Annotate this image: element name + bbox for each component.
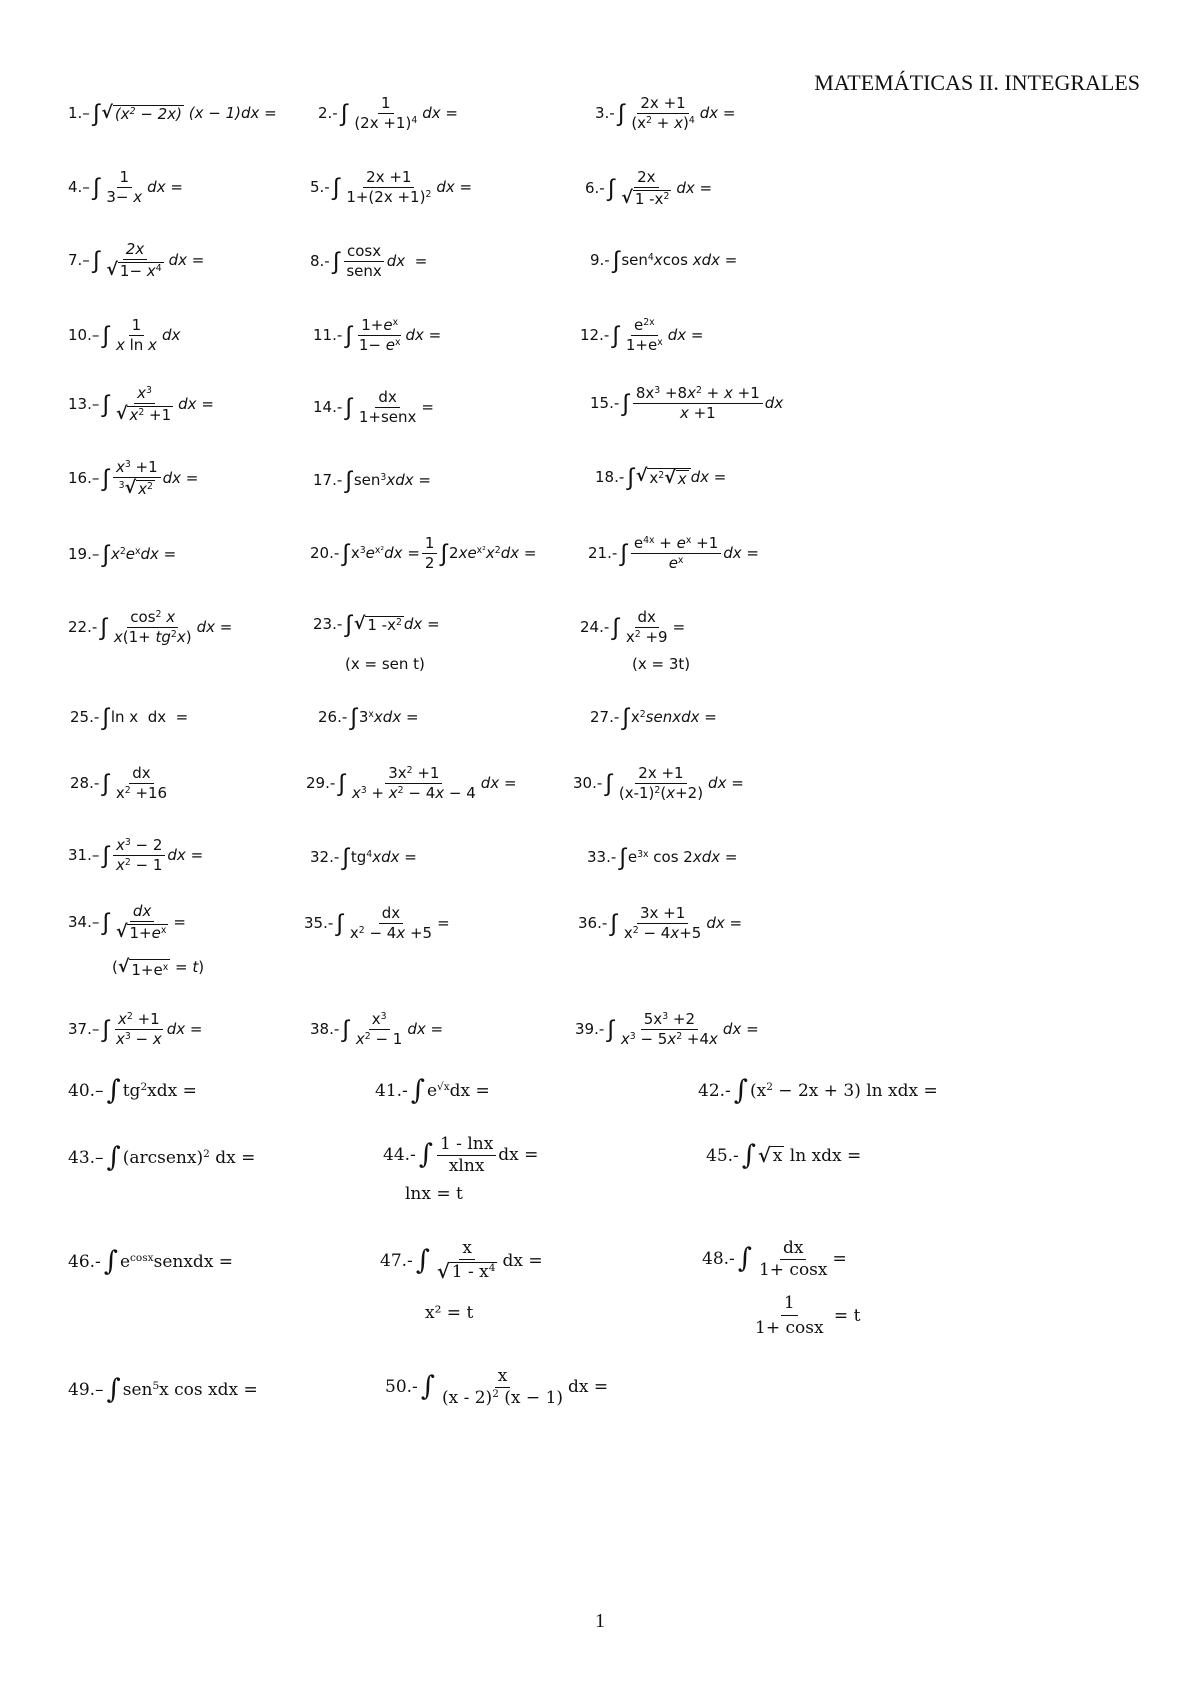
problem-47: 47.- ∫ x √ $1 - x^4$ dx = xyxy=(380,1238,543,1283)
problem-31: 31.– ∫ $\frac{x^3 - 2}{x^2 - 1}$ dx = xyxy=(68,836,204,874)
problem-9: 9.- ∫ sen$^4$xcos xdx = xyxy=(590,246,738,274)
problem-11: 11.- ∫ $\frac{1+e^x}{1- e^x}$ dx = xyxy=(313,316,442,354)
problem-48-hint: $\frac{1}{1+ \cos x}$ = t xyxy=(755,1293,861,1338)
problem-7: 7.– ∫ 2x √ $1- x^4$ dx = xyxy=(68,240,205,280)
problem-40: 40.– ∫ $tg^2xdx$ = xyxy=(68,1075,197,1106)
problem-20: 20.- ∫ $x^3e^{x^2}dx$ = $\frac{1}{2}$ ∫ $2xe^{x^2}x^2dx$ = xyxy=(310,534,537,572)
problem-47-hint: x² = t xyxy=(425,1303,474,1323)
problem-25: 25.- ∫ ln x dx = xyxy=(70,703,189,731)
problem-50: 50.- ∫ $\frac{x}{(x - 2)^2 (x - 1)}$ dx = xyxy=(385,1366,609,1408)
problem-49: 49.– ∫ sen$^5$x cos xdx = xyxy=(68,1374,258,1405)
problem-19: 19.– ∫ $x^2e^xdx$ = xyxy=(68,540,177,568)
problem-22: 22.- ∫ $\frac{\cos^2 x}{x(1+ tg^2x)}$ dx = xyxy=(68,608,233,646)
problem-18: 18.- ∫ √ $x^2$ √ x dx = xyxy=(595,463,727,491)
problem-44: 44.- ∫ $\frac{1 - \ln x}{xlnx}$ dx = xyxy=(383,1134,539,1176)
problem-46: 46.- ∫ $e^{cosx}senxdx$ = xyxy=(68,1246,234,1277)
problem-17: 17.- ∫ sen$^3$xdx = xyxy=(313,466,431,494)
problem-15: 15.- ∫ $\frac{8x^3 +8x^2 + x +1}{x +1}$ dx xyxy=(590,384,784,422)
problem-36: 36.- ∫ $\frac{3x +1}{x^2 - 4x+5}$ dx = xyxy=(578,904,743,942)
problem-23-hint: (x = sen t) xyxy=(345,655,425,673)
problem-34: 34.– ∫ dx √ $1+e^x$ = xyxy=(68,902,186,942)
problem-6: 6.- ∫ 2x √ 1 $-x^2$ dx = xyxy=(585,168,713,208)
problem-42: 42.- ∫ $(x^2 - 2x + 3)$ ln xdx = xyxy=(698,1075,938,1106)
problem-30: 30.- ∫ $\frac{2x +1}{(x-1)^2(x+2)}$ dx = xyxy=(573,764,744,802)
problem-16: 16.– ∫ $x^3 +1$ $^3$ √ $x^2$ dx = xyxy=(68,458,199,498)
problem-24: 24.- ∫ $\frac{dx}{x^2 +9}$ = xyxy=(580,608,686,646)
problem-35: 35.- ∫ $\frac{dx}{x^2 - 4x +5}$ = xyxy=(304,904,450,942)
problem-2: 2.- ∫ $\frac{1}{(2x +1)^4}$ dx = xyxy=(318,94,458,132)
problem-48: 48.- ∫ $\frac{dx}{1+ \cos x}$ = xyxy=(702,1238,847,1280)
problem-23: 23.- ∫ √ 1 $-x^2$ dx = xyxy=(313,610,440,638)
problem-14: 14.- ∫ $\frac{dx}{\text{1+senx}}$ = xyxy=(313,388,434,426)
problem-39: 39.- ∫ $\frac{5x^3 +2}{x^3 - 5x^2 +4x}$ dx = xyxy=(575,1010,759,1048)
problem-10: 10.– ∫ $\frac{1}{\text{x ln x}}$ dx xyxy=(68,316,181,354)
problem-3: 3.- ∫ $\frac{2x +1}{(x^2 + x)^4}$ dx = xyxy=(595,94,736,132)
problem-13: 13.– ∫ $x^3$ √ $x^2 +1$ dx = xyxy=(68,384,214,424)
problem-24-hint: (x = 3t) xyxy=(632,655,691,673)
problem-26: 26.- ∫ $3^xxdx$ = xyxy=(318,703,419,731)
problem-28: 28.- ∫ $\frac{dx}{x^2 +16}$ xyxy=(70,764,168,802)
page-title: MATEMÁTICAS II. INTEGRALES xyxy=(814,70,1140,95)
problem-27: 27.- ∫ $x^2senxdx$ = xyxy=(590,703,717,731)
problem-33: 33.- ∫ $e^{3x}$ cos 2xdx = xyxy=(587,843,738,871)
problem-37: 37.– ∫ $\frac{x^2 +1}{x^3 - x}$ dx = xyxy=(68,1010,203,1048)
problem-5: 5.- ∫ $\frac{2x +1}{1+(2x +1)^2}$ dx = xyxy=(310,168,473,206)
problem-1: 1.– ∫ √ $(x^2 - 2x)$ (x − 1)dx = xyxy=(68,99,277,127)
problem-38: 38.- ∫ $\frac{x^3}{x^2 - 1}$ dx = xyxy=(310,1010,444,1048)
problem-45: 45.- ∫ √ x ln xdx = xyxy=(706,1140,862,1171)
problem-29: 29.- ∫ $\frac{3x^2 +1}{x^3 + x^2 - 4x - 4}$ dx = xyxy=(306,764,517,802)
problem-21: 21.- ∫ $\frac{e^{4x} + e^x +1}{e^x}$ dx = xyxy=(588,534,760,572)
problem-8: 8.- ∫ $\frac{\cos x}{\text{senx}}$ dx = xyxy=(310,242,428,280)
problem-32: 32.- ∫ $tg^4xdx$ = xyxy=(310,843,417,871)
problem-34-hint: ( √ $1+e^x$ = t) xyxy=(112,957,205,979)
problem-41: 41.- ∫ $e^{√x}dx$ = xyxy=(375,1075,490,1106)
page-number: 1 xyxy=(595,1610,605,1632)
problem-43: 43.– ∫ (arcsenx)$^2$ dx = xyxy=(68,1142,256,1173)
problem-44-hint: lnx = t xyxy=(405,1184,463,1204)
problem-12: 12.- ∫ $\frac{e^{2x}}{1+e^x}$ dx = xyxy=(580,316,704,354)
problem-4: 4.– ∫ $\frac{1}{3- x}$ dx = xyxy=(68,168,183,206)
